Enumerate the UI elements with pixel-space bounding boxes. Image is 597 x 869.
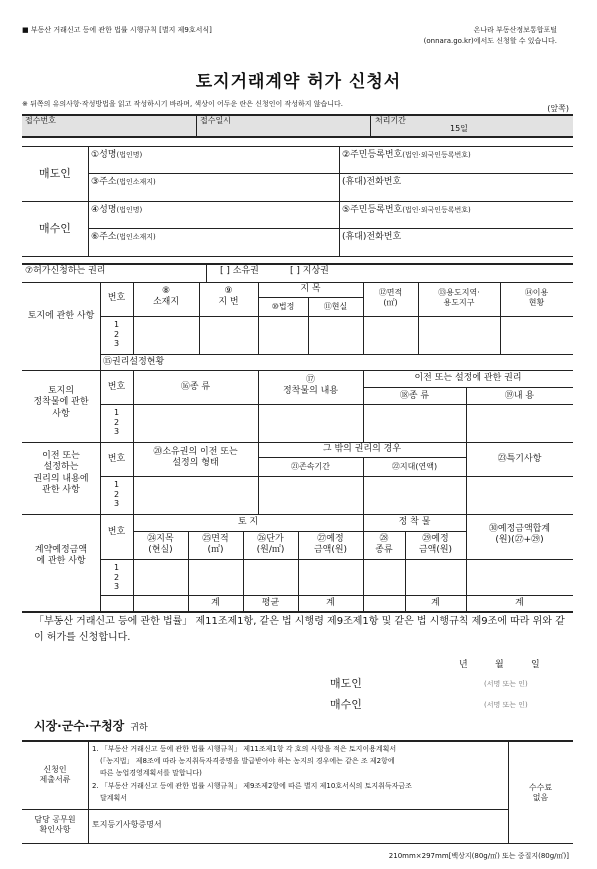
page-side: (앞쪽) (547, 104, 569, 113)
price-area-sum: 계 (211, 598, 220, 608)
buyer-label: 매수인 (39, 222, 71, 235)
attachment-item-1-note-a: (「농지법」 제8조에 따라 농지취득자격증명을 발급받아야 하는 농지의 경우에는 같은 조 제2항에 (100, 757, 395, 765)
price-fixture-sum: 계 (431, 598, 440, 608)
seller-address-field[interactable]: ③주소(법인소재지) (91, 177, 156, 187)
price-total-sum: 계 (515, 598, 524, 608)
buyer-phone-field[interactable]: (휴대)전화번호 (342, 232, 402, 242)
price-col-fixture-amount: ㉙예정 금액(원) (418, 534, 453, 556)
date-year: 년 (459, 660, 468, 670)
surface-right-checkbox[interactable]: [ ] 지상권 (290, 266, 329, 276)
addressee: 시장·군수·구청장 귀하 (34, 719, 148, 733)
transfer-section-label: 이전 또는 설정하는 권리의 내용에 관한 사항 (33, 451, 89, 495)
transfer-col-form: ⑳소유권의 이전 또는 설정의 형태 (153, 447, 238, 469)
price-section-label: 계약예정금액 에 관한 사항 (34, 545, 88, 567)
buyer-sign-label: 매수인 (330, 698, 362, 711)
application-statement: 「부동산 거래신고 등에 관한 법률」 제11조제1항, 같은 법 시행령 제9조제1항 및 같은 법 시행규칙 제9조에 따라 위와 같이 허가를 신청합니다. (34, 616, 565, 643)
attachment-item-1: 1. 「부동산 거래신고 등에 관한 법률 시행규칙」 제11조제1항 각 호의 사항을 적은 토지이용계획서 (92, 745, 397, 753)
transfer-col-special: ㉓특기사항 (497, 454, 542, 464)
fee-label: 수수료 없음 (528, 783, 553, 802)
seller-label: 매도인 (39, 167, 71, 180)
seller-name-field[interactable]: ①성명(법인명) (91, 150, 143, 160)
seller-sign-label: 매도인 (330, 677, 362, 690)
land-col-zone: ⑬용도지역· 용도지구 (438, 288, 480, 307)
buyer-signature-field[interactable]: (서명 또는 인) (484, 701, 528, 709)
receipt-date-label: 접수일시 (200, 116, 231, 125)
land-col-use: ⑭이용 현황 (524, 288, 549, 307)
price-col-category: ㉔지목 (현실) (147, 534, 174, 556)
site-note-2: (onnara.go.kr)에서도 신청할 수 있습니다. (423, 37, 557, 45)
rights-status-label: ⑮권리설정현황 (103, 357, 165, 367)
fixture-row-numbers: 1 2 3 (113, 408, 120, 437)
processing-period-label: 처리기간 (375, 116, 406, 125)
price-land-sum: 계 (326, 598, 335, 608)
attachment-item-2-cont: 달계획서 (100, 794, 128, 802)
price-col-land: 토 지 (237, 517, 259, 527)
fixture-col-transfer-kind: ⑱종 류 (399, 391, 430, 401)
receipt-no-label: 접수번호 (25, 116, 56, 125)
land-col-cat-legal: ⑩법정 (271, 302, 295, 311)
land-col-lot: ⑨ 지 번 (218, 286, 239, 308)
price-col-unit-price: ㉖단가 (원/㎡) (256, 534, 285, 556)
receipt-bar (22, 114, 573, 136)
price-col-no: 번호 (107, 527, 126, 537)
price-col-fixture: 정 착 물 (398, 517, 431, 527)
seller-signature-field[interactable]: (서명 또는 인) (484, 680, 528, 688)
processing-period-value: 15일 (450, 124, 468, 133)
official-check-label: 담당 공무원 확인사항 (34, 815, 76, 834)
price-col-area: ㉕면적 (㎡) (202, 534, 229, 556)
fixture-col-transfer: 이전 또는 설정에 관한 권리 (414, 373, 522, 383)
seller-rrn-field[interactable]: ②주민등록번호(법인·외국인등록번호) (342, 150, 471, 160)
land-col-area: ⑫면적 (㎡) (378, 288, 403, 307)
land-row-numbers: 1 2 3 (113, 320, 120, 349)
price-row-numbers: 1 2 3 (113, 563, 120, 592)
transfer-row-numbers: 1 2 3 (113, 480, 120, 509)
land-col-cat-actual: ⑪현실 (323, 302, 348, 311)
rights-label: ⑦허가신청하는 권리 (25, 266, 106, 276)
transfer-col-other: 그 밖의 권리의 경우 (322, 444, 402, 454)
seller-phone-field[interactable]: (휴대)전화번호 (342, 177, 402, 187)
official-check-item: 토지등기사항증명서 (92, 820, 162, 829)
notice: ※ 뒤쪽의 유의사항·작성방법을 읽고 작성하시기 바라며, 색상이 어두운 란은 신청인이 작성하지 않습니다. (22, 100, 344, 108)
fixture-col-no: 번호 (107, 382, 126, 392)
form-reference: ■ 부동산 거래신고 등에 관한 법률 시행규칙 [별지 제9호서식] (22, 26, 212, 34)
attachment-item-1-note-b: 따른 농업경영계획서를 말합니다) (100, 769, 202, 777)
fixture-col-kind: ⑯종 류 (180, 382, 211, 392)
fixture-col-transfer-content: ⑲내 용 (504, 391, 535, 401)
attachments-label: 신청인 제출서류 (39, 765, 71, 784)
date-day: 일 (531, 660, 540, 670)
date-month: 월 (495, 660, 504, 670)
price-unit-average: 평균 (261, 598, 280, 608)
land-col-category: 지 목 (300, 284, 321, 294)
land-col-location: ⑧ 소재지 (152, 286, 180, 308)
land-section-label: 토지에 관한 사항 (27, 311, 95, 321)
land-col-no: 번호 (107, 293, 126, 303)
buyer-name-field[interactable]: ④성명(법인명) (91, 205, 143, 215)
ownership-checkbox[interactable]: [ ] 소유권 (220, 266, 259, 276)
transfer-col-no: 번호 (107, 454, 126, 464)
paper-spec: 210mm×297mm[백상지(80g/㎡) 또는 중질지(80g/㎡)] (388, 852, 569, 860)
fixture-col-content: ⑰ 정착물의 내용 (282, 375, 339, 397)
price-col-total: ㉚예정금액합계 (원)(㉗+㉙) (488, 524, 551, 546)
buyer-rrn-field[interactable]: ⑤주민등록번호(법인·외국인등록번호) (342, 205, 471, 215)
price-col-fixture-kind: ㉘ 종류 (375, 534, 393, 556)
transfer-col-duration: ㉑존속기간 (291, 462, 330, 471)
fixture-section-label: 토지의 정착물에 관한 사항 (33, 386, 89, 419)
attachment-item-2: 2. 「부동산 거래신고 등에 관한 법률 시행규칙」 제9조제2항에 따른 별지 제10호서식의 토지취득자금조 (92, 782, 412, 790)
site-note-1: 온나라 부동산정보통합포털 (473, 26, 557, 34)
page-title: 토지거래계약 허가 신청서 (195, 72, 402, 92)
price-col-land-amount: ㉗예정 금액(원) (313, 534, 348, 556)
transfer-col-rent: ㉒지대(연액) (391, 462, 438, 471)
buyer-address-field[interactable]: ⑥주소(법인소재지) (91, 232, 156, 242)
